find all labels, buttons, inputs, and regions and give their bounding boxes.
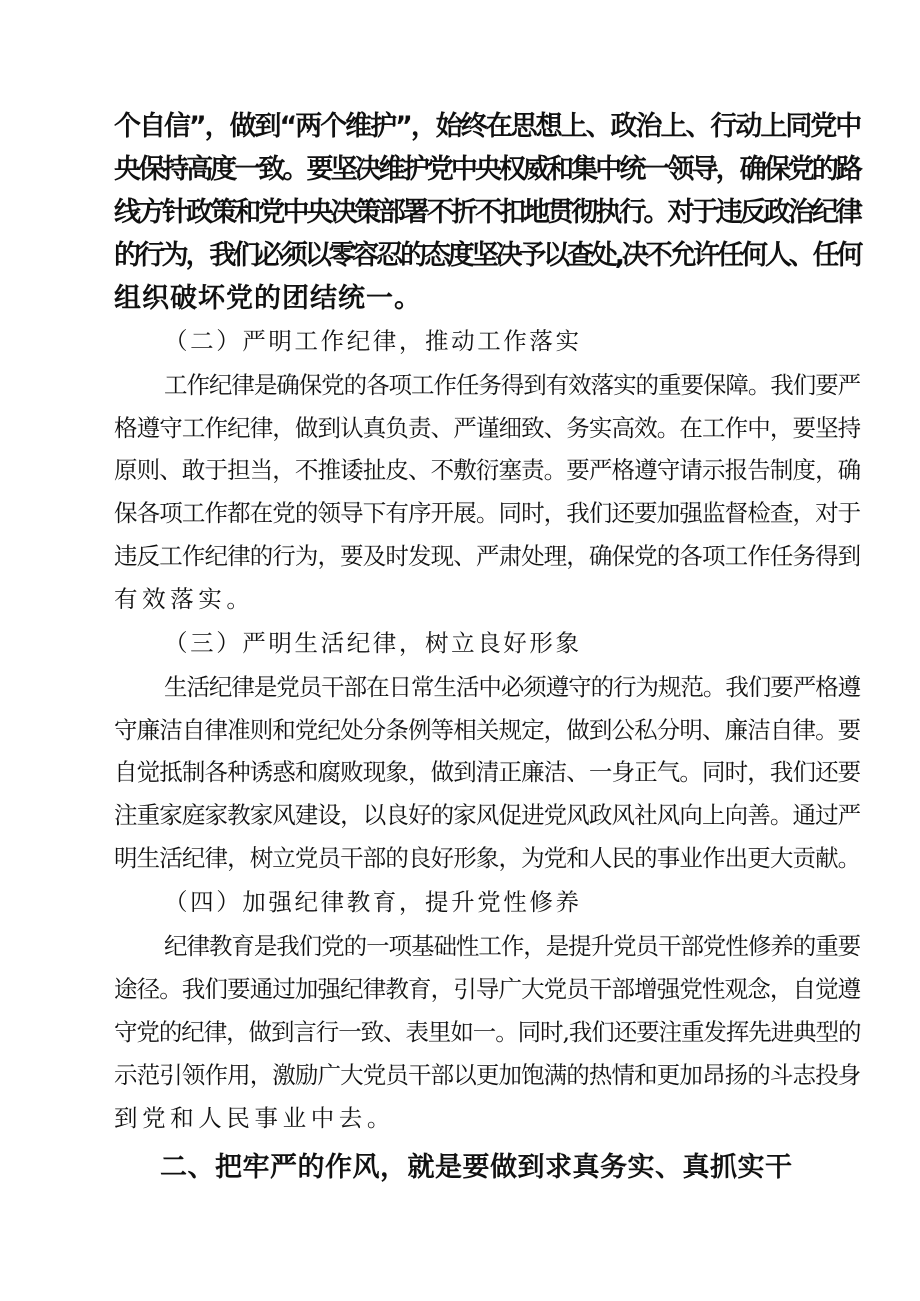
paragraph-line: 自觉抵制各种诱惑和腐败现象，做到清正廉洁、一身正气。同时，我们还要 [114, 758, 861, 786]
paragraph-line: 纪律教育是我们党的一项基础性工作，是提升党员干部党性修养的重要 [164, 932, 861, 960]
paragraph-line: 组织破坏党的团结统一。 [114, 283, 422, 314]
paragraph-line: 到党和人民事业中去。 [114, 1104, 395, 1132]
paragraph-line: 守廉洁自律准则和党纪处分条例等相关规定，做到公私分明、廉洁自律。要 [114, 716, 861, 744]
paragraph-line: 明生活纪律，树立党员干部的良好形象，为党和人民的事业作出更大贡献。 [114, 844, 861, 872]
subsection-heading: （四）加强纪律教育，提升党性修养 [164, 888, 582, 916]
paragraph-line: 示范引领作用，激励广大党员干部以更加饱满的热情和更加昂扬的斗志投身 [114, 1061, 861, 1089]
paragraph-line: 守党的纪律，做到言行一致、表里如一。同时,我们还要注重发挥先进典型的 [114, 1018, 861, 1046]
paragraph-line: 有效落实。 [114, 585, 255, 613]
paragraph-line: 违反工作纪律的行为，要及时发现、严肃处理，确保党的各项工作任务得到 [114, 542, 861, 570]
paragraph-line: 央保持高度一致。要坚决维护党中央权威和集中统一领导，确保党的路 [114, 154, 860, 185]
section-title: 二、把牢严的作风，就是要做到求真务实、真抓实干 [160, 1152, 793, 1183]
paragraph-line: 个自信”，做到“两个维护”，始终在思想上、政治上、行动上同党中 [114, 111, 861, 142]
paragraph-line: 的行为，我们必须以零容忍的态度坚决予以查处,决不允许任何人、任何 [114, 240, 861, 271]
paragraph-line: 原则、敢于担当，不推诿扯皮、不敷衍塞责。要严格遵守请示报告制度，确 [114, 456, 861, 484]
paragraph-line: 注重家庭家教家风建设，以良好的家风促进党风政风社风向上向善。通过严 [114, 801, 861, 829]
paragraph-line: 途径。我们要通过加强纪律教育，引导广大党员干部增强党性观念，自觉遵 [114, 975, 861, 1003]
subsection-heading: （三）严明生活纪律，树立良好形象 [164, 629, 582, 657]
paragraph-line: 保各项工作都在党的领导下有序开展。同时，我们还要加强监督检查，对于 [114, 499, 861, 527]
subsection-heading: （二）严明工作纪律，推动工作落实 [164, 327, 582, 355]
paragraph-line: 工作纪律是确保党的各项工作任务得到有效落实的重要保障。我们要严 [164, 371, 861, 399]
paragraph-line: 生活纪律是党员干部在日常生活中必须遵守的行为规范。我们要严格遵 [164, 673, 861, 701]
paragraph-line: 格遵守工作纪律，做到认真负责、严谨细致、务实高效。在工作中，要坚持 [114, 414, 861, 442]
paragraph-line: 线方针政策和党中央决策部署不折不扣地贯彻执行。对于违反政治纪律 [114, 197, 860, 228]
